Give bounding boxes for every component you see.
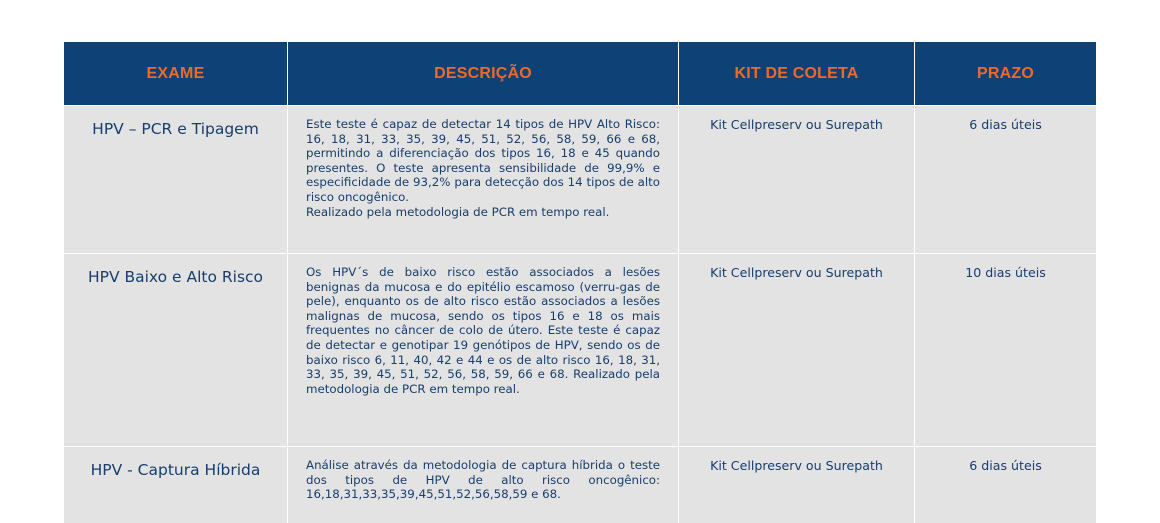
header-exame: EXAME (64, 42, 288, 105)
exam-description: Análise através da metodologia de captura híbrida o teste dos tipos de HPV de alto risco oncogênico: 16,18,31,33,35,39,45,51,52,56,58,59 e 68. (288, 446, 679, 523)
exam-name: HPV - Captura Híbrida (64, 446, 288, 523)
table-header (64, 42, 1096, 105)
collection-kit: Kit Cellpreserv ou Surepath (679, 105, 915, 253)
description-text: Este teste é capaz de detectar 14 tipos de HPV Alto Risco: 16, 18, 31, 33, 35, 39, 45, 51, 52, 56, 58, 59, 66 e 68, permitindo a diferenciação dos tipos 16, 18 e 45 quando presentes. O teste apresenta sensibilidade de 99,9% e especificidade de 93,2% para detecção dos 14 tipos de alto risco oncogênico. (306, 117, 660, 204)
header-descricao: DESCRIÇÃO (288, 42, 679, 105)
exam-description: Os HPV´s de baixo risco estão associados a lesões benignas da mucosa e do epitélio escamoso (verru-gas de pele), enquanto os de alto risco estão associados a lesões malignas de mucosa, sendo os tipos 16 e 18 os mais frequentes no câncer de colo de útero. Este teste é capaz de detectar e genotipar 19 genótipos de HPV, sendo os de baixo risco 6, 11, 40, 42 e 44 e os de alto risco 16, 18, 31, 33, 35, 39, 45, 51, 52, 56, 58, 59, 66 e 68. Realizado pela metodologia de PCR em tempo real. (288, 253, 679, 446)
header-row (64, 42, 1096, 105)
turnaround-time: 6 dias úteis (915, 105, 1096, 253)
turnaround-time: 6 dias úteis (915, 446, 1096, 523)
table-row (64, 253, 1096, 446)
exams-table (64, 42, 1096, 523)
header-kit: KIT DE COLETA (679, 42, 915, 105)
exam-name: HPV – PCR e Tipagem (64, 105, 288, 253)
exam-name: HPV Baixo e Alto Risco (64, 253, 288, 446)
exam-description (288, 105, 679, 253)
header-prazo: PRAZO (915, 42, 1096, 105)
table-row (64, 446, 1096, 523)
description-method: Realizado pela metodologia de PCR em tempo real. (306, 204, 610, 219)
table-body (64, 105, 1096, 523)
collection-kit: Kit Cellpreserv ou Surepath (679, 446, 915, 523)
collection-kit: Kit Cellpreserv ou Surepath (679, 253, 915, 446)
turnaround-time: 10 dias úteis (915, 253, 1096, 446)
table-row (64, 105, 1096, 253)
